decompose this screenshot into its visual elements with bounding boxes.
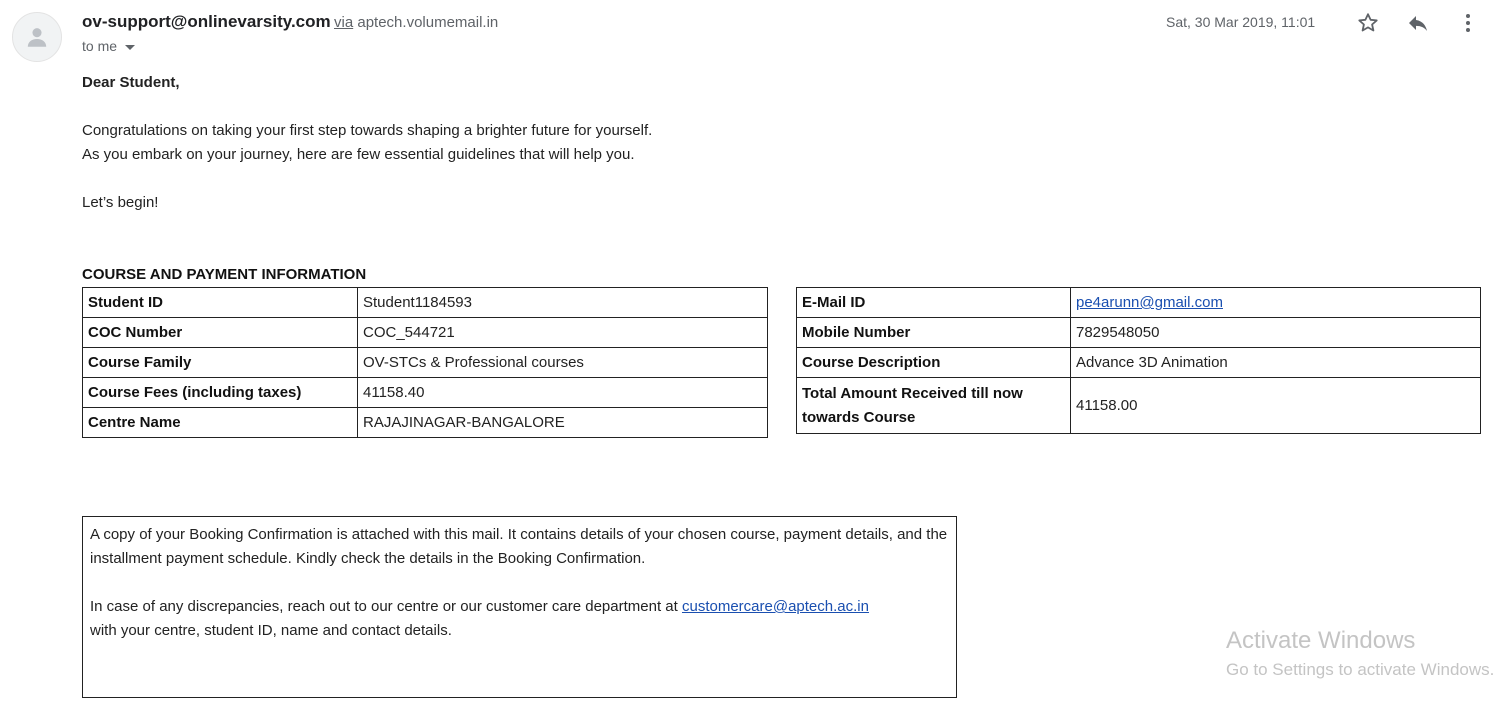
table-value: 41158.00: [1071, 378, 1481, 434]
table-key: COC Number: [83, 318, 358, 348]
recipient-label: to me: [82, 38, 118, 54]
customer-care-link[interactable]: customercare@aptech.ac.in: [681, 598, 869, 615]
table-key: Student ID: [83, 288, 358, 318]
notice-paragraph-2: [90, 595, 949, 643]
recipient-details-toggle[interactable]: [82, 38, 135, 54]
avatar-icon: [24, 24, 50, 50]
sender-avatar: [12, 12, 62, 62]
table-value: Advance 3D Animation: [1071, 348, 1481, 378]
table-row: [83, 408, 768, 438]
table-row: [797, 288, 1481, 318]
activate-windows-title: Activate Windows: [1226, 627, 1416, 654]
booking-notice-box: [82, 516, 957, 698]
section-title: COURSE AND PAYMENT INFORMATION: [82, 266, 367, 283]
table-key: E-Mail ID: [797, 288, 1071, 318]
table-value: COC_544721: [358, 318, 768, 348]
payment-info-table: [796, 287, 1481, 434]
activate-windows-subtitle: Go to Settings to activate Windows.: [1226, 660, 1495, 679]
reply-icon[interactable]: [1406, 11, 1430, 35]
table-value: 7829548050: [1071, 318, 1481, 348]
chevron-down-icon[interactable]: [125, 45, 135, 50]
table-row: [797, 318, 1481, 348]
notice-paragraph-1: A copy of your Booking Confirmation is attached with this mail. It contains details of your chosen course, payment details, and the installment payment schedule. Kindly check the details in the Booking Confirmation.: [90, 526, 948, 567]
table-row: [797, 378, 1481, 434]
table-key: Total Amount Received till now towards Course: [797, 378, 1071, 434]
more-options-button[interactable]: [1454, 9, 1482, 37]
table-key: Course Description: [797, 348, 1071, 378]
reply-button[interactable]: [1404, 9, 1432, 37]
table-key: Centre Name: [83, 408, 358, 438]
message-date: Sat, 30 Mar 2019, 11:01: [1166, 14, 1316, 30]
table-key: Course Fees (including taxes): [83, 378, 358, 408]
via-label[interactable]: via: [334, 14, 354, 31]
intro-line-2: As you embark on your journey, here are few essential guidelines that will help you.: [82, 146, 635, 163]
course-info-table: [82, 287, 768, 438]
table-row: [83, 348, 768, 378]
star-button[interactable]: [1354, 9, 1382, 37]
table-value: [1071, 288, 1481, 318]
intro-line-1: Congratulations on taking your first step towards shaping a brighter future for yourself.: [82, 122, 653, 139]
star-icon[interactable]: [1356, 11, 1380, 35]
table-value: Student1184593: [358, 288, 768, 318]
greeting: Dear Student,: [82, 74, 180, 91]
via-domain: aptech.volumemail.in: [357, 14, 499, 31]
table-row: [83, 288, 768, 318]
table-key: Course Family: [83, 348, 358, 378]
notice-text: In case of any discrepancies, reach out to our centre or our customer care department at: [90, 598, 678, 615]
table-row: [797, 348, 1481, 378]
email-link[interactable]: pe4arunn@gmail.com: [1076, 294, 1223, 311]
table-row: [83, 378, 768, 408]
table-row: [83, 318, 768, 348]
table-value: OV-STCs & Professional courses: [358, 348, 768, 378]
more-vert-icon[interactable]: [1456, 11, 1480, 35]
table-value: RAJAJINAGAR-BANGALORE: [358, 408, 768, 438]
sender-address: ov-support@onlinevarsity.com: [82, 12, 331, 31]
intro-line-3: Let’s begin!: [82, 194, 159, 211]
table-key: Mobile Number: [797, 318, 1071, 348]
table-value: 41158.40: [358, 378, 768, 408]
notice-text-end: with your centre, student ID, name and contact details.: [90, 622, 452, 639]
via-info: [334, 14, 498, 31]
